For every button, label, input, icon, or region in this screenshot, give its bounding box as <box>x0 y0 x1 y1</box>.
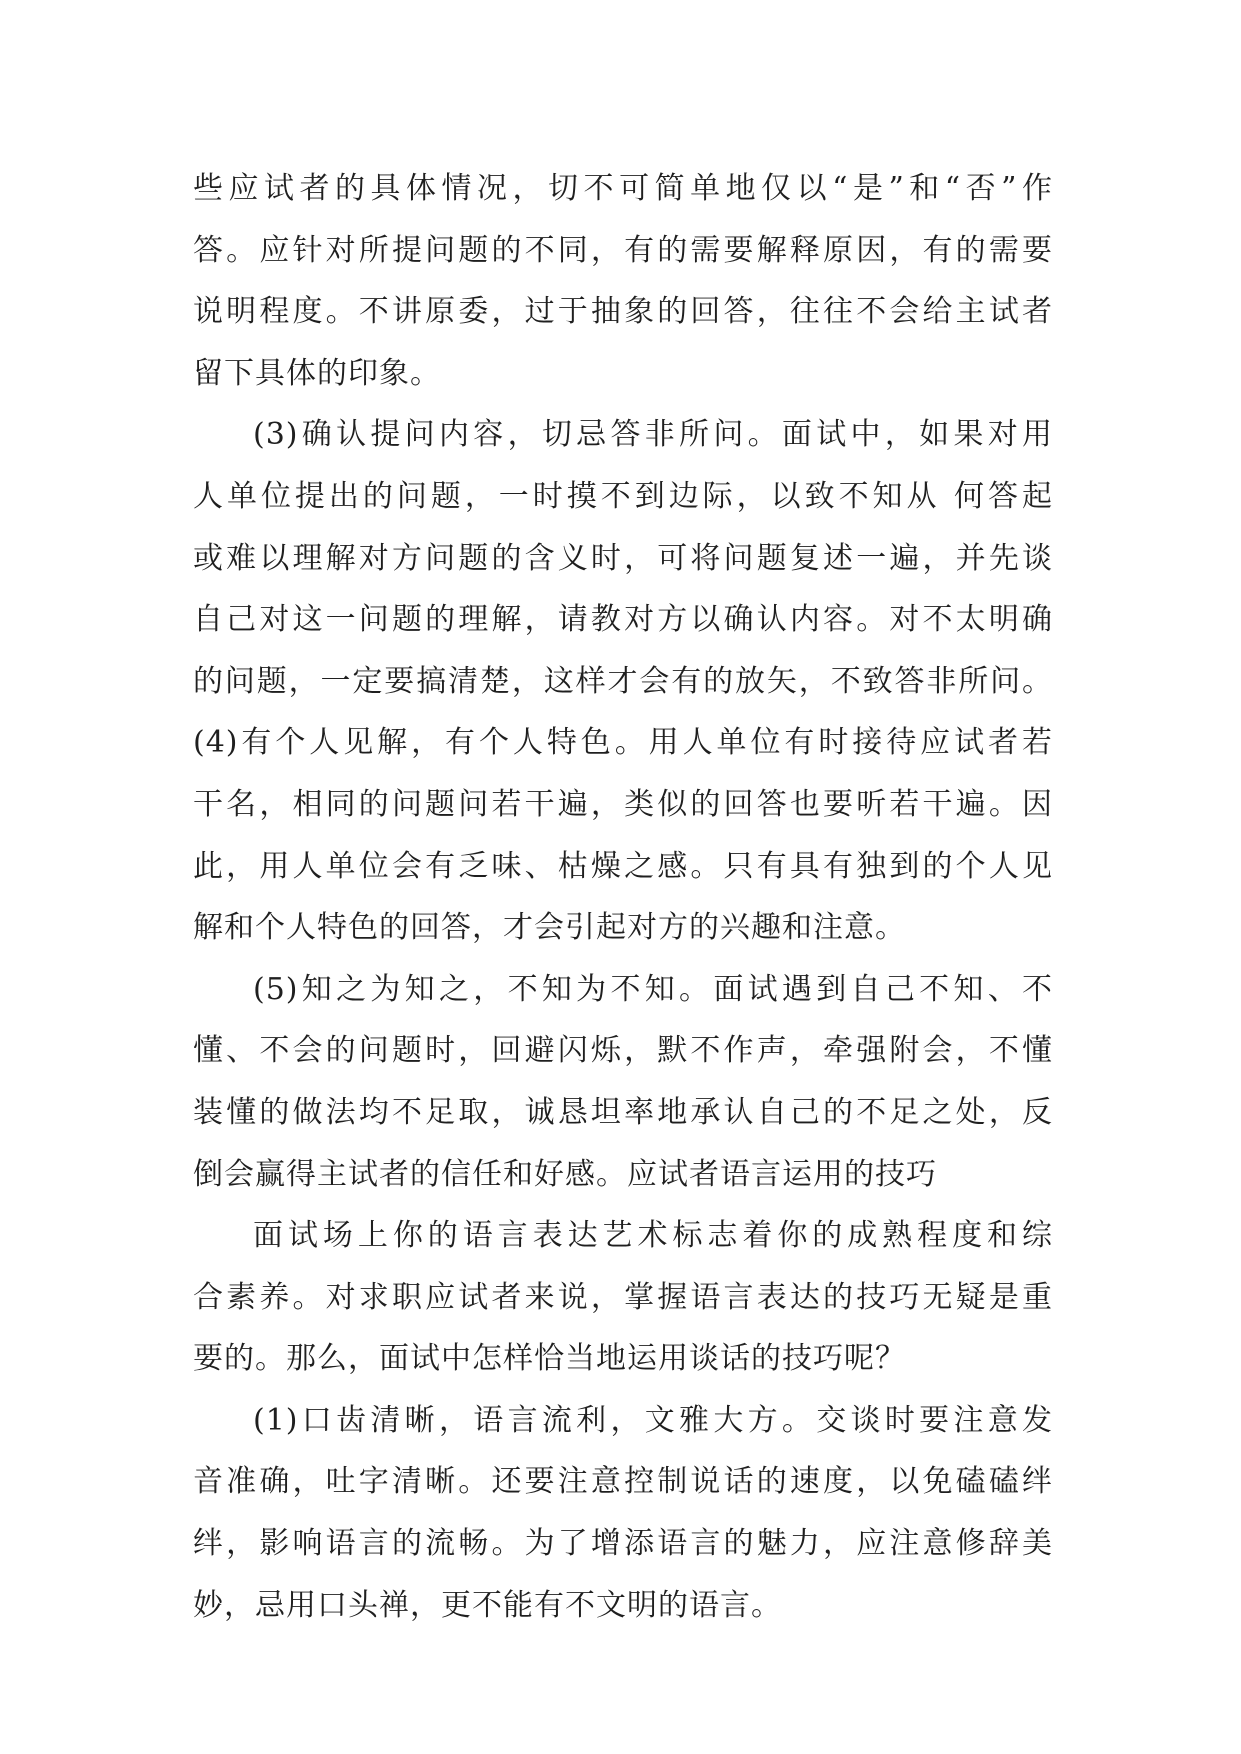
text-line: 自己对这一问题的理解，请教对方以确认内容。对不太明确 <box>193 602 1053 638</box>
text-line: 或难以理解对方问题的含义时，可将问题复述一遍，并先谈 <box>193 540 1053 576</box>
text-line: 答。应针对所提问题的不同，有的需要解释原因，有的需要 <box>193 232 1053 268</box>
text-line: 要的。那么，面试中怎样恰当地运用谈话的技巧呢？ <box>193 1341 906 1377</box>
text-line: (1)口齿清晰，语言流利，文雅大方。交谈时要注意发 <box>253 1402 1053 1438</box>
text-line: 面试场上你的语言表达艺术标志着你的成熟程度和综 <box>253 1218 1053 1254</box>
text-line: (4)有个人见解，有个人特色。用人单位有时接待应试者若 <box>193 725 1053 761</box>
text-line: 此，用人单位会有乏味、枯燥之感。只有具有独到的个人见 <box>193 848 1053 884</box>
text-line: 干名，相同的问题问若干遍，类似的回答也要听若干遍。因 <box>193 786 1053 822</box>
text-line: 人单位提出的问题，一时摸不到边际，以致不知从 何答起 <box>193 478 1053 514</box>
text-line: (3)确认提问内容，切忌答非所问。面试中，如果对用 <box>253 417 1053 453</box>
text-line: (5)知之为知之，不知为不知。面试遇到自己不知、不 <box>253 971 1053 1007</box>
text-line: 留下具体的印象。 <box>193 355 441 391</box>
text-line: 倒会赢得主试者的信任和好感。应试者语言运用的技巧 <box>193 1156 937 1192</box>
text-line: 装懂的做法均不足取，诚恳坦率地承认自己的不足之处，反 <box>193 1094 1053 1130</box>
text-line: 妙，忌用口头禅，更不能有不文明的语言。 <box>193 1587 782 1623</box>
text-line: 懂、不会的问题时，回避闪烁，默不作声，牵强附会，不懂 <box>193 1033 1053 1069</box>
text-line: 说明程度。不讲原委，过于抽象的回答，往往不会给主试者 <box>193 294 1053 330</box>
text-line: 绊，影响语言的流畅。为了增添语言的魅力，应注意修辞美 <box>193 1526 1053 1562</box>
text-line: 些应试者的具体情况，切不可简单地仅以“是”和“否”作 <box>193 171 1053 206</box>
text-line: 解和个人特色的回答，才会引起对方的兴趣和注意。 <box>193 910 906 946</box>
text-line: 的问题，一定要搞清楚，这样才会有的放矢，不致答非所问。 <box>193 663 1053 699</box>
body-text <box>193 158 1053 1636</box>
text-line: 合素养。对求职应试者来说，掌握语言表达的技巧无疑是重 <box>193 1279 1053 1315</box>
text-line: 音准确，吐字清晰。还要注意控制说话的速度，以免磕磕绊 <box>193 1464 1053 1500</box>
